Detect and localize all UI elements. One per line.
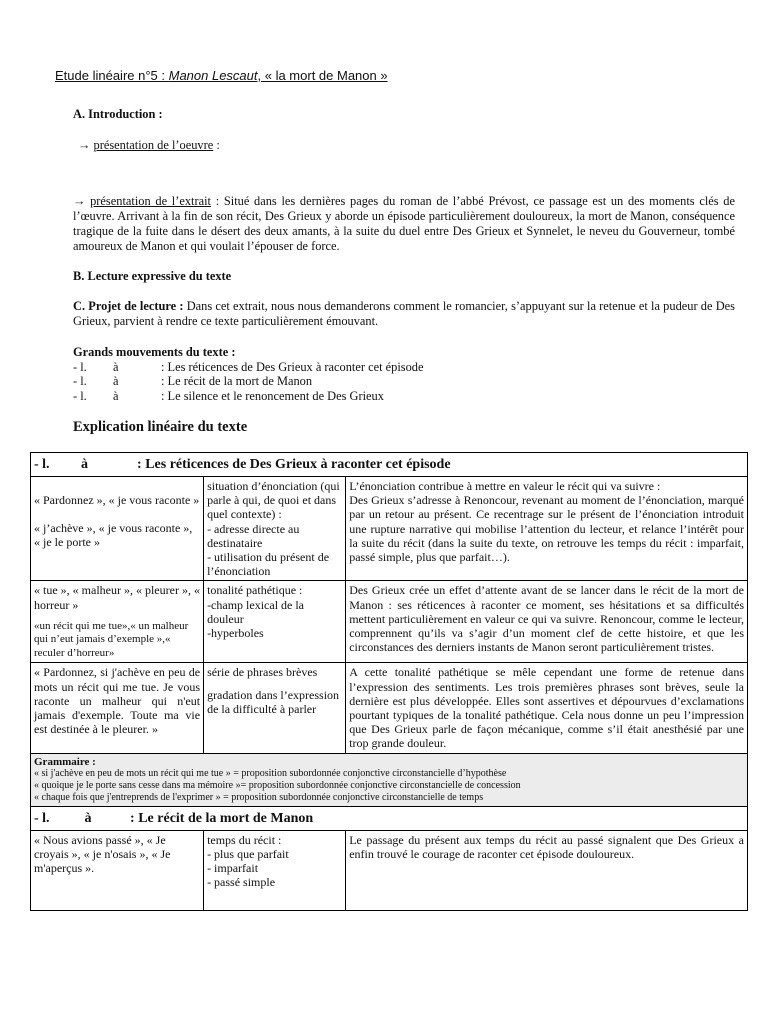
mouvement-line-ref: - l. — [73, 374, 87, 388]
mouvement-label: : Le silence et le renoncement de Des Grieux — [161, 388, 384, 403]
page-title — [55, 68, 388, 83]
tool-text: tonalité pathétique : — [207, 583, 303, 598]
intro-heading: A. Introduction : — [73, 107, 163, 121]
quote-text: « tue », « malheur », « pleurer », « horreur » — [34, 583, 200, 612]
section-1-heading: - l. à : Les réticences de Des Grieux à raconter cet épisode — [31, 453, 748, 477]
projet-paragraph — [73, 299, 735, 329]
analysis-cell — [346, 477, 748, 581]
quote-cell — [31, 477, 204, 581]
analysis-cell: Le passage du présent aux temps du récit au passé signalent que Des Grieux a enfin trouvé le courage de raconter cet épisode douloureux. — [346, 830, 748, 910]
grammaire-line: « chaque fois que j'entreprends de l'exprimer » = proposition subordonnée conjonctive circonstancielle de temps — [34, 791, 484, 803]
projet-heading: C. Projet de lecture : — [73, 299, 184, 313]
tool-text: -hyperboles — [207, 626, 264, 641]
tool-text: temps du récit : — [207, 832, 282, 847]
quote-cell: « Nous avions passé », « Je croyais », « je n'osais », « Je m'aperçus ». — [31, 830, 204, 910]
tool-text: situation d’énonciation (qui parle à qui, de quoi et dans quel contexte) : — [207, 479, 340, 522]
mouvement-line-to: à — [113, 359, 119, 374]
mouvement-line-to: à — [113, 388, 119, 403]
mouvement-line-ref: - l. — [73, 388, 87, 403]
projet-text: Dans cet extrait, nous nous demanderons comment le romancier, s’appuyant sur la retenue et la pudeur de Des Grieux, parvient à rendre ce texte particulièrement émouvant. — [73, 299, 735, 328]
section-row — [31, 806, 748, 830]
section-row — [31, 453, 748, 477]
extrait-text: : Situé dans les dernières pages du roman de l’abbé Prévost, ce passage est un des moments clés de l’œuvre. Arrivant à la fin de son récit, Des Grieux y aborde un épisode particulièrement douloureux, la mort de Manon, conséquence tragique de la fuite dans le désert des deux amants, à la suite du duel entre Des Grieux et Synnelet, le neveu du Gouverneur, tombé amoureux de Manon et qui voulait l’épouser de force. — [73, 194, 735, 253]
mouvement-line-to: à — [113, 374, 119, 388]
mouvements-heading: Grands mouvements du texte : — [73, 345, 236, 359]
table-row — [31, 581, 748, 663]
mouvement-item — [73, 389, 735, 404]
grammaire-line: « si j'achève en peu de mots un récit qui me tue » = proposition subordonnée conjonctive circonstancielle d’hypothèse — [34, 767, 507, 779]
analysis-cell: Des Grieux crée un effet d’attente avant de se lancer dans le récit de la mort de Manon : ses réticences à raconter ce moment, ses hésitations et sa difficultés mettent particulièrement en valeur ce qui va suivre. Renoncour, comme le lecteur, comprennent qu’ils va s’agir d’un moment clef de cette histoire, et que les circonstances des derniers instants de Manon seront particulièrement tristes. — [346, 581, 748, 663]
analysis-cell: A cette tonalité pathétique se mêle cependant une forme de retenue dans l’expression des sentiments. Les trois premières phrases sont brèves, seule la dernière est plus développée. Elles sont assertives et dépourvues d’exclamations pourtant typiques de la tonalité pathétique. Cela nous donne un peu l’impression que Des Grieux parle de façon mécanique, comme s’il était anesthésié par une trop grande douleur. — [346, 663, 748, 753]
table-row — [31, 477, 748, 581]
analysis-text: Des Grieux s’adresse à Renoncour, revenant au moment de l’énonciation, marqué par un retour au présent. Ce recentrage sur le présent de l’énonciation introduit une rupture narrative qui mobilise l’attention du lecteur, et relance l’intérêt pour la suite du récit (dans la suite du texte, on retrouve les temps du récit : imparfait, passé simple, plus que parfait…). — [349, 493, 744, 565]
grammaire-line: « quoique je le porte sans cesse dans ma mémoire »= proposition subordonnée conjonctive circonstancielle de concession — [34, 779, 521, 791]
mouvement-item — [73, 374, 735, 389]
grammaire-heading: Grammaire : — [34, 755, 96, 768]
lecture-heading: B. Lecture expressive du texte — [73, 269, 232, 283]
extrait-label: présentation de l’extrait — [90, 194, 211, 208]
tool-text: - imparfait — [207, 860, 259, 875]
quote-text: « Pardonnez », « je vous raconte » — [34, 493, 200, 507]
grammaire-cell — [31, 753, 748, 806]
tool-text: - utilisation du présent de l’énonciation — [207, 550, 330, 579]
quote-text: «un récit qui me tue»,« un malheur qui n’eut jamais d’exemple »,« reculer d’horreur» — [34, 619, 189, 659]
arrow-icon: → — [73, 194, 91, 208]
explication-table — [30, 452, 748, 911]
section-2-heading: - l. à : Le récit de la mort de Manon — [31, 806, 748, 830]
arrow-icon: → — [78, 138, 94, 152]
tool-cell — [204, 663, 346, 753]
mouvement-line-ref: - l. — [73, 359, 87, 374]
tool-cell — [204, 477, 346, 581]
table-row — [31, 830, 748, 910]
mouvements-block — [73, 345, 735, 403]
title-prefix: Etude linéaire n°5 : — [55, 68, 169, 83]
grammaire-row — [31, 753, 748, 806]
intro-oeuvre — [78, 138, 740, 153]
tool-text: - plus que parfait — [207, 846, 289, 861]
mouvement-item — [73, 360, 735, 375]
tool-text: - passé simple — [207, 875, 276, 890]
title-suffix: , « la mort de Manon » — [257, 68, 388, 83]
intro-extrait — [73, 194, 735, 254]
mouvement-label: : Le récit de la mort de Manon — [161, 374, 313, 388]
mouvement-label: : Les réticences de Des Grieux à raconter cet épisode — [161, 359, 424, 374]
tool-text: -champ lexical de la douleur — [207, 597, 305, 626]
tool-cell — [204, 830, 346, 910]
title-work: Manon Lescaut — [168, 68, 258, 83]
analysis-text: L’énonciation contribue à mettre en valeur le récit qui va suivre : — [349, 479, 661, 493]
quote-cell: « Pardonnez, si j'achève en peu de mots un récit qui me tue. Je vous raconte un malheur qui n'eut jamais d'exemple. Toute ma vie est destinée à le pleurer. » — [31, 663, 204, 753]
oeuvre-label: présentation de l’oeuvre — [93, 138, 214, 152]
explication-heading: Explication linéaire du texte — [73, 419, 248, 435]
oeuvre-colon: : — [213, 138, 220, 152]
tool-text: - adresse directe au destinataire — [207, 521, 300, 550]
quote-cell — [31, 581, 204, 663]
tool-cell — [204, 581, 346, 663]
tool-text: série de phrases brèves — [207, 665, 318, 680]
table-row — [31, 663, 748, 753]
tool-text: gradation dans l’expression de la difficulté à parler — [207, 687, 340, 716]
quote-text: « j’achève », « je vous raconte », « je le porte » — [34, 521, 193, 550]
